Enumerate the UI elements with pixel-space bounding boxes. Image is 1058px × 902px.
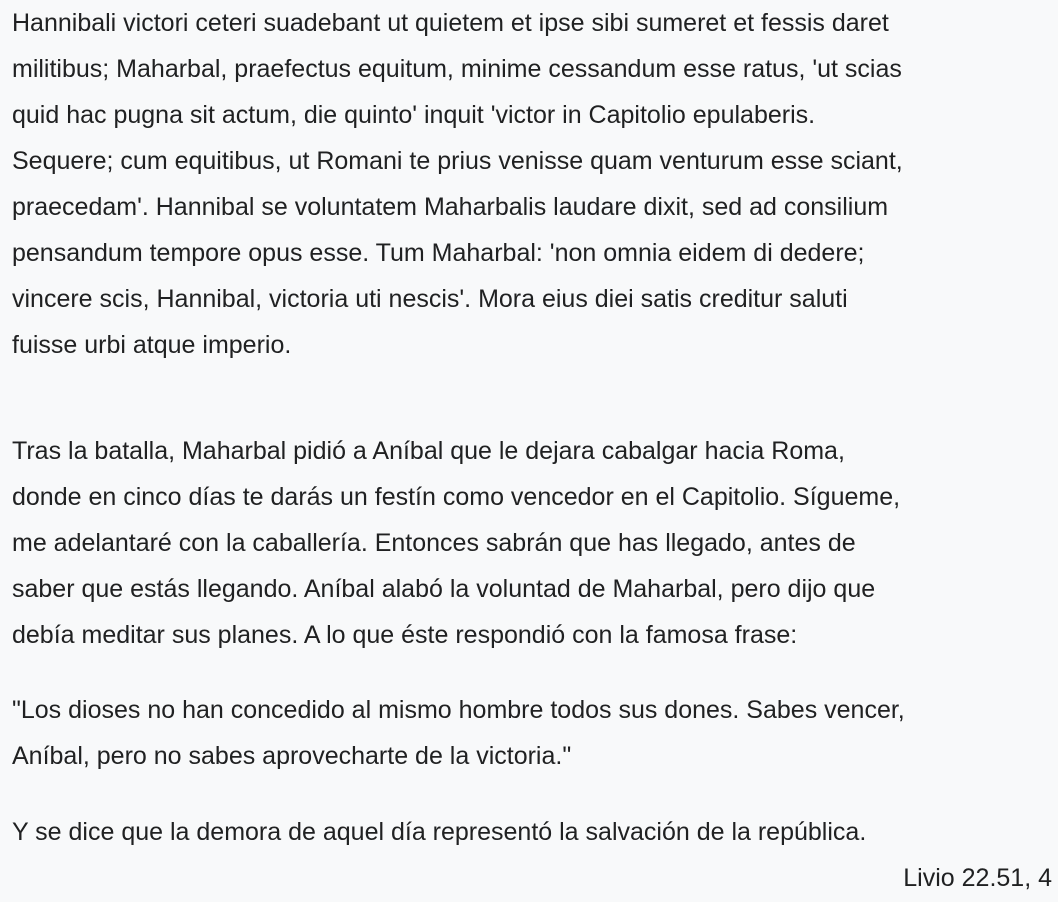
latin-passage: Hannibali victori ceteri suadebant ut quietem et ipse sibi sumeret et fessis daret militibus; Maharbal, praefectus equitum, minime cessandum esse ratus, 'ut scias quid hac pugna sit actum, die quinto' inquit 'victor in Capitolio epulaberis. Sequere; cum equitibus, ut Romani te prius venisse quam venturum esse sciant, praecedam'. Hannibal se voluntatem Maharbalis laudare dixit, sed ad consilium pensandum tempore opus esse. Tum Maharbal: 'non omnia eidem di dedere; vincere scis, Hannibal, victoria uti nescis'. Mora eius diei satis creditur saluti fuisse urbi atque imperio. <box>12 9 903 359</box>
closing-sentence: Y se dice que la demora de aquel día representó la salvación de la república. <box>12 818 867 846</box>
famous-quote: "Los dioses no han concedido al mismo hombre todos sus dones. Sabes vencer, Aníbal, pero no sabes aprovecharte de la victoria." <box>12 696 905 770</box>
source-citation: Livio 22.51, 4 <box>903 864 1052 892</box>
spanish-translation: Tras la batalla, Maharbal pidió a Aníbal que le dejara cabalgar hacia Roma, donde en cinco días te darás un festín como vencedor en el Capitolio. Sígueme, me adelantaré con la caballería. Entonces sabrán que has llegado, antes de saber que estás llegando. Aníbal alabó la voluntad de Maharbal, pero dijo que debía meditar sus planes. A lo que éste respondió con la famosa frase: <box>12 437 901 649</box>
